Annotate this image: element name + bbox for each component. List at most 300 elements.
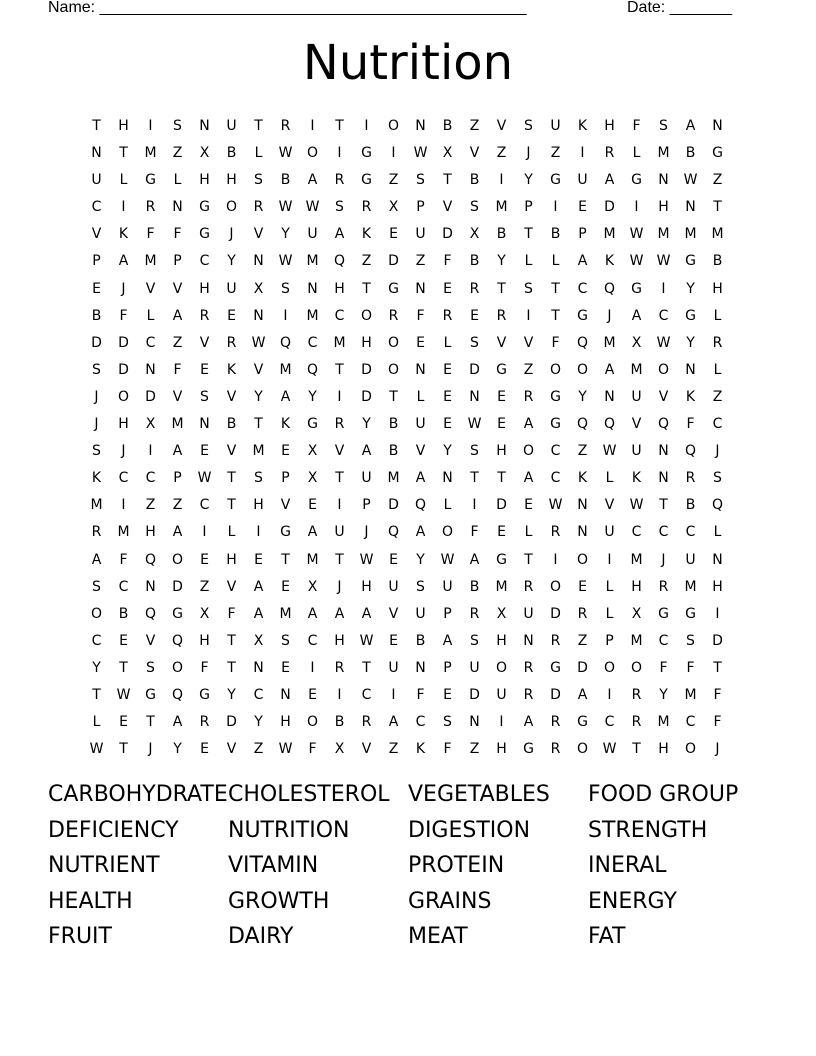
grid-letter: V — [172, 388, 183, 405]
grid-letter: S — [254, 470, 263, 487]
grid-letter: U — [226, 280, 237, 297]
grid-letter: O — [522, 443, 535, 460]
grid-letter: E — [92, 280, 101, 297]
grid-letter: B — [118, 605, 129, 622]
grid-letter: E — [497, 388, 506, 405]
grid-letter: A — [253, 605, 264, 622]
grid-letter: Y — [362, 416, 371, 433]
grid-letter: I — [121, 199, 126, 216]
grid-letter: Y — [578, 388, 587, 405]
grid-letter: Q — [144, 551, 157, 568]
grid-letter: N — [658, 470, 669, 487]
grid-letter: S — [686, 632, 695, 649]
grid-letter: A — [253, 578, 264, 595]
grid-letter: O — [576, 361, 589, 378]
grid-letter: K — [226, 361, 237, 378]
grid-letter: B — [469, 172, 480, 189]
grid-letter: E — [200, 361, 209, 378]
grid-letter: B — [442, 118, 453, 134]
grid-letter: D — [496, 497, 507, 514]
grid-letter: N — [415, 361, 426, 378]
grid-letter: S — [173, 118, 182, 134]
grid-letter: V — [226, 578, 237, 595]
grid-letter: G — [631, 280, 642, 297]
grid-letter: R — [388, 307, 399, 324]
grid-letter: T — [227, 632, 236, 649]
grid-letter: R — [523, 578, 534, 595]
grid-letter: A — [388, 714, 399, 731]
grid-letter: A — [172, 307, 183, 324]
grid-letter: V — [334, 443, 345, 460]
grid-letter: J — [94, 388, 99, 405]
grid-letter: A — [523, 714, 534, 731]
grid-letter: E — [119, 714, 128, 731]
grid-letter: A — [442, 632, 453, 649]
grid-letter: T — [713, 659, 722, 676]
grid-letter: T — [551, 280, 560, 297]
grid-letter: J — [121, 280, 126, 297]
grid-letter: N — [685, 361, 696, 378]
grid-letter: D — [91, 334, 102, 351]
grid-letter: F — [119, 551, 128, 568]
grid-letter: M — [171, 416, 184, 433]
grid-letter: O — [306, 714, 319, 731]
grid-letter: T — [227, 497, 236, 514]
grid-letter: V — [604, 497, 615, 514]
grid-letter: F — [416, 307, 425, 324]
grid-letter: K — [280, 416, 291, 433]
word-bank-item: FRUIT — [48, 924, 112, 950]
grid-letter: X — [307, 443, 318, 460]
grid-letter: A — [280, 388, 291, 405]
word-bank-item: ENERGY — [588, 888, 677, 914]
grid-letter: S — [659, 118, 668, 134]
grid-letter: K — [604, 253, 615, 270]
grid-letter: S — [254, 172, 263, 189]
grid-letter: N — [442, 470, 453, 487]
grid-letter: L — [605, 470, 614, 487]
grid-letter: I — [607, 551, 612, 568]
grid-letter: V — [280, 497, 291, 514]
grid-letter: L — [524, 524, 533, 541]
grid-letter: E — [578, 199, 587, 216]
grid-letter: A — [307, 524, 318, 541]
grid-letter: I — [661, 280, 666, 297]
grid-letter: H — [226, 551, 237, 568]
grid-letter: Z — [253, 741, 264, 758]
grid-letter: I — [391, 145, 396, 162]
grid-letter: M — [630, 551, 643, 568]
grid-letter: X — [496, 605, 507, 622]
grid-letter: W — [89, 741, 104, 758]
grid-letter: T — [524, 551, 533, 568]
grid-letter: Y — [254, 388, 263, 405]
grid-letter: A — [334, 226, 345, 243]
grid-letter: W — [251, 334, 266, 351]
grid-letter: K — [415, 741, 426, 758]
grid-letter: T — [713, 199, 722, 216]
grid-letter: W — [359, 632, 374, 649]
grid-letter: X — [253, 632, 264, 649]
grid-letter: M — [144, 253, 157, 270]
grid-letter: O — [684, 741, 697, 758]
grid-letter: N — [253, 253, 264, 270]
grid-letter: Y — [281, 226, 290, 243]
grid-letter: U — [388, 578, 399, 595]
grid-letter: W — [602, 443, 617, 460]
grid-letter: J — [229, 226, 234, 243]
grid-letter: N — [658, 443, 669, 460]
grid-letter: L — [551, 253, 560, 270]
grid-letter: O — [117, 388, 130, 405]
grid-letter: I — [634, 199, 639, 216]
grid-letter: E — [308, 686, 317, 703]
grid-letter: Y — [173, 741, 182, 758]
word-bank-item: FOOD GROUP — [588, 782, 739, 807]
grid-letter: U — [550, 118, 561, 134]
grid-letter: Z — [523, 361, 534, 378]
grid-letter: P — [173, 470, 182, 487]
grid-letter: W — [629, 226, 644, 243]
grid-letter: C — [145, 334, 156, 351]
grid-letter: U — [415, 605, 426, 622]
grid-letter: A — [91, 551, 102, 568]
grid-letter: C — [118, 470, 129, 487]
grid-letter: V — [91, 226, 102, 243]
grid-letter: Z — [577, 632, 588, 649]
grid-letter: L — [227, 524, 236, 541]
grid-letter: F — [659, 659, 668, 676]
grid-letter: M — [711, 226, 724, 243]
grid-letter: A — [415, 470, 426, 487]
grid-letter: J — [94, 416, 99, 433]
grid-letter: L — [146, 307, 155, 324]
grid-letter: M — [306, 551, 319, 568]
grid-letter: B — [91, 307, 102, 324]
grid-letter: G — [577, 307, 588, 324]
grid-letter: H — [712, 578, 723, 595]
grid-letter: F — [308, 741, 317, 758]
grid-letter: V — [388, 605, 399, 622]
grid-letter: Q — [387, 524, 400, 541]
header — [48, 0, 748, 20]
grid-letter: M — [495, 578, 508, 595]
grid-letter: T — [119, 741, 128, 758]
grid-letter: T — [443, 172, 452, 189]
grid-letter: G — [145, 686, 156, 703]
grid-letter: N — [415, 659, 426, 676]
grid-letter: R — [334, 416, 345, 433]
grid-letter: C — [631, 524, 642, 541]
grid-letter: L — [605, 605, 614, 622]
grid-letter: C — [253, 686, 264, 703]
grid-letter: N — [712, 118, 723, 134]
grid-letter: R — [550, 524, 561, 541]
grid-letter: U — [226, 118, 237, 134]
grid-letter: G — [199, 199, 210, 216]
grid-letter: C — [658, 307, 669, 324]
grid-letter: O — [171, 659, 184, 676]
grid-letter: I — [499, 172, 504, 189]
grid-letter: E — [389, 632, 398, 649]
grid-letter: I — [553, 199, 558, 216]
grid-letter: G — [496, 551, 507, 568]
grid-letter: O — [225, 199, 238, 216]
grid-letter: U — [577, 172, 588, 189]
grid-letter: Q — [144, 605, 157, 622]
word-bank-item: DIGESTION — [408, 817, 531, 843]
grid-letter: T — [659, 497, 668, 514]
grid-letter: P — [281, 470, 290, 487]
grid-letter: V — [469, 145, 480, 162]
grid-letter: I — [256, 524, 261, 541]
grid-letter: Q — [684, 443, 697, 460]
grid-letter: S — [92, 443, 101, 460]
grid-letter: A — [685, 118, 696, 134]
grid-letter: S — [92, 578, 101, 595]
grid-letter: X — [307, 578, 318, 595]
grid-letter: E — [578, 578, 587, 595]
grid-letter: U — [604, 524, 615, 541]
grid-letter: R — [523, 659, 534, 676]
grid-letter: M — [90, 497, 103, 514]
grid-letter: Z — [361, 253, 372, 270]
grid-letter: J — [607, 307, 612, 324]
grid-letter: F — [443, 253, 452, 270]
grid-letter: S — [416, 172, 425, 189]
grid-letter: P — [578, 226, 587, 243]
grid-letter: T — [281, 551, 290, 568]
grid-letter: T — [497, 280, 506, 297]
grid-letter: R — [496, 307, 507, 324]
grid-letter: A — [361, 443, 372, 460]
grid-letter: A — [604, 172, 615, 189]
grid-letter: M — [684, 578, 697, 595]
grid-letter: O — [387, 118, 400, 134]
grid-letter: X — [442, 145, 453, 162]
grid-letter: C — [658, 524, 669, 541]
word-bank-item: HEALTH — [48, 888, 133, 914]
grid-letter: T — [335, 551, 344, 568]
grid-letter: J — [661, 551, 666, 568]
word-bank-item: CARBOHYDRATE — [48, 782, 228, 807]
grid-letter: X — [199, 145, 210, 162]
grid-letter: A — [523, 416, 534, 433]
grid-letter: T — [227, 659, 236, 676]
grid-letter: E — [443, 280, 452, 297]
grid-letter: D — [172, 578, 183, 595]
grid-letter: I — [148, 118, 153, 134]
grid-letter: B — [334, 714, 345, 731]
grid-letter: M — [117, 524, 130, 541]
grid-letter: X — [631, 334, 642, 351]
grid-letter: A — [523, 470, 534, 487]
grid-letter: H — [712, 280, 723, 297]
grid-letter: A — [469, 551, 480, 568]
grid-letter: I — [310, 118, 315, 134]
grid-letter: T — [227, 470, 236, 487]
grid-letter: D — [469, 686, 480, 703]
grid-letter: G — [172, 605, 183, 622]
grid-letter: B — [388, 443, 399, 460]
grid-letter: G — [550, 172, 561, 189]
grid-letter: Y — [659, 686, 668, 703]
grid-letter: P — [173, 253, 182, 270]
grid-letter: C — [199, 253, 210, 270]
grid-letter: G — [577, 714, 588, 731]
grid-letter: X — [469, 226, 480, 243]
grid-letter: I — [337, 388, 342, 405]
grid-letter: T — [362, 280, 371, 297]
grid-letter: J — [715, 741, 720, 758]
grid-letter: D — [712, 632, 723, 649]
grid-letter: L — [119, 172, 128, 189]
grid-letter: N — [91, 145, 102, 162]
grid-letter: R — [712, 334, 723, 351]
grid-letter: B — [226, 416, 237, 433]
grid-letter: C — [604, 714, 615, 731]
grid-letter: Y — [416, 551, 425, 568]
grid-letter: I — [148, 443, 153, 460]
grid-letter: A — [172, 524, 183, 541]
grid-letter: U — [415, 226, 426, 243]
grid-letter: B — [388, 416, 399, 433]
grid-letter: V — [496, 334, 507, 351]
grid-letter: T — [92, 686, 101, 703]
grid-letter: T — [335, 470, 344, 487]
grid-letter: V — [361, 741, 372, 758]
grid-letter: L — [713, 307, 722, 324]
grid-letter: T — [92, 118, 101, 134]
grid-letter: Z — [388, 741, 399, 758]
grid-letter: Z — [550, 145, 561, 162]
grid-letter: M — [630, 632, 643, 649]
grid-letter: W — [116, 686, 131, 703]
grid-letter: V — [523, 334, 534, 351]
grid-letter: Z — [712, 172, 723, 189]
grid-letter: H — [199, 280, 210, 297]
grid-letter: P — [605, 632, 614, 649]
grid-letter: E — [281, 443, 290, 460]
grid-letter: N — [469, 388, 480, 405]
grid-letter: E — [416, 334, 425, 351]
grid-letter: O — [657, 361, 670, 378]
grid-letter: M — [603, 226, 616, 243]
grid-letter: G — [550, 659, 561, 676]
grid-letter: L — [713, 524, 722, 541]
grid-letter: H — [496, 632, 507, 649]
grid-letter: X — [631, 605, 642, 622]
grid-letter: I — [337, 145, 342, 162]
grid-letter: Y — [227, 686, 236, 703]
grid-letter: U — [361, 470, 372, 487]
grid-letter: U — [442, 578, 453, 595]
grid-letter: S — [281, 632, 290, 649]
grid-letter: S — [443, 714, 452, 731]
word-bank-item: INERAL — [588, 853, 667, 879]
grid-letter: D — [226, 714, 237, 731]
grid-letter: T — [119, 659, 128, 676]
grid-letter: G — [280, 524, 291, 541]
word-bank-item: CHOLESTEROL — [228, 782, 390, 807]
grid-letter: V — [496, 118, 507, 134]
grid-letter: Z — [199, 578, 210, 595]
grid-letter: B — [685, 497, 696, 514]
grid-letter: M — [657, 145, 670, 162]
grid-letter: N — [577, 524, 588, 541]
grid-letter: L — [173, 172, 182, 189]
grid-letter: J — [121, 443, 126, 460]
grid-letter: I — [607, 686, 612, 703]
grid-letter: S — [470, 632, 479, 649]
grid-letter: J — [148, 741, 153, 758]
grid-letter: N — [145, 578, 156, 595]
grid-letter: E — [200, 551, 209, 568]
grid-letter: K — [631, 470, 642, 487]
grid-letter: W — [197, 470, 212, 487]
grid-letter: E — [200, 741, 209, 758]
grid-letter: E — [524, 497, 533, 514]
grid-letter: F — [173, 226, 182, 243]
grid-letter: P — [443, 605, 452, 622]
grid-letter: F — [713, 686, 722, 703]
grid-letter: V — [145, 280, 156, 297]
word-bank-item: DEFICIENCY — [48, 817, 179, 843]
grid-letter: H — [118, 416, 129, 433]
grid-letter: A — [118, 253, 129, 270]
grid-letter: N — [523, 632, 534, 649]
grid-letter: Z — [577, 443, 588, 460]
grid-letter: M — [495, 199, 508, 216]
grid-letter: R — [631, 686, 642, 703]
grid-letter: O — [549, 361, 562, 378]
grid-letter: T — [335, 361, 344, 378]
grid-letter: T — [497, 470, 506, 487]
grid-letter: V — [226, 741, 237, 758]
word-bank — [48, 777, 768, 955]
grid-letter: E — [227, 307, 236, 324]
grid-letter: G — [685, 307, 696, 324]
word-bank-item: MEAT — [408, 924, 468, 950]
grid-letter: G — [658, 605, 669, 622]
grid-letter: D — [361, 388, 372, 405]
grid-letter: Z — [172, 334, 183, 351]
grid-letter: A — [577, 253, 588, 270]
grid-letter: U — [523, 605, 534, 622]
grid-letter: W — [656, 334, 671, 351]
grid-letter: I — [121, 497, 126, 514]
grid-letter: R — [145, 199, 156, 216]
grid-letter: E — [443, 416, 452, 433]
grid-letter: N — [307, 280, 318, 297]
grid-letter: C — [685, 524, 696, 541]
grid-letter: R — [91, 524, 102, 541]
grid-letter: R — [550, 741, 561, 758]
grid-letter: O — [603, 659, 616, 676]
grid-letter: G — [523, 741, 534, 758]
grid-letter: B — [415, 632, 426, 649]
word-bank-item: VEGETABLES — [408, 782, 550, 807]
grid-letter: R — [280, 118, 291, 134]
word-bank-item: NUTRITION — [228, 817, 350, 843]
grid-letter: Q — [576, 416, 589, 433]
grid-letter: Q — [171, 632, 184, 649]
grid-letter: F — [200, 659, 209, 676]
grid-letter: S — [335, 199, 344, 216]
grid-letter: I — [364, 118, 369, 134]
grid-letter: Y — [254, 714, 263, 731]
grid-letter: T — [632, 741, 641, 758]
